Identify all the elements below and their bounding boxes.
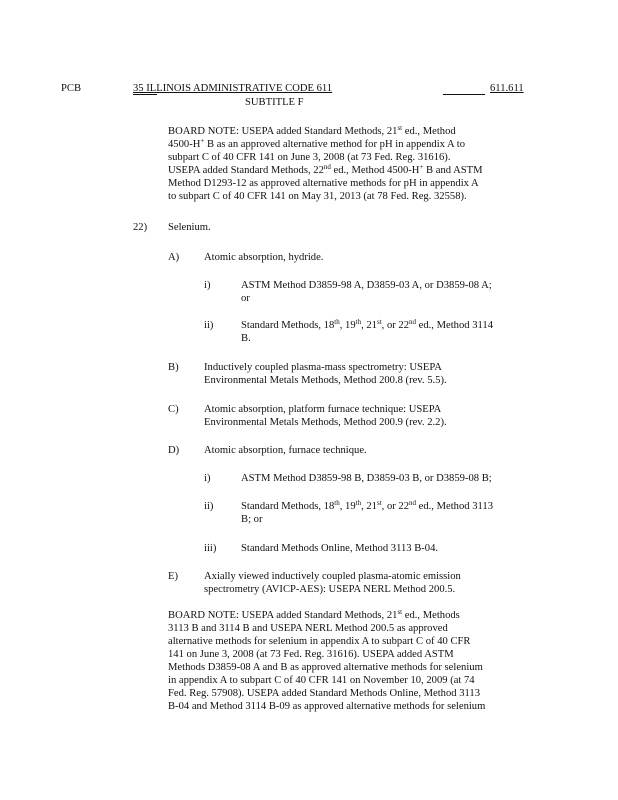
note1-line: BOARD NOTE: USEPA added Standard Methods, 21st ed., Method — [168, 124, 456, 137]
item-d-ii-label: ii) — [204, 501, 214, 512]
item-d-iii-label: iii) — [204, 543, 217, 554]
item-e-text: Axially viewed inductively coupled plasma-atomic emission spectrometry (AVICP-AES): USEPA NERL Method 200.5. — [204, 571, 461, 595]
note2-line: in appendix A to subpart C of 40 CFR 141 on November 10, 2009 (at 74 — [168, 675, 475, 686]
item-d-i-text: ASTM Method D3859-98 B, D3859-03 B, or D3859-08 B; — [241, 473, 492, 484]
item-d-i-label: i) — [204, 473, 211, 484]
header-rule-left — [133, 94, 157, 95]
note2-line: B-04 and Method 3114 B-09 as approved alternative methods for selenium — [168, 701, 486, 712]
item-b-label: B) — [168, 362, 179, 373]
header-section-number: 611.611 — [490, 83, 524, 94]
item-d-label: D) — [168, 445, 180, 456]
header-subtitle: SUBTITLE F — [245, 97, 304, 108]
item-c-label: C) — [168, 404, 179, 415]
item-a-i-label: i) — [204, 280, 211, 291]
item-a-label: A) — [168, 252, 180, 263]
note1-line: subpart C of 40 CFR 141 on June 3, 2008 (at 73 Fed. Reg. 31616). — [168, 152, 451, 163]
item-d-ii-text: Standard Methods, 18th, 19th, 21st, or 22nd ed., Method 3113 B; or — [241, 499, 494, 525]
header-title — [133, 82, 332, 95]
item-a-i-text: ASTM Method D3859-98 A, D3859-03 A, or D3859-08 A; or — [241, 280, 492, 304]
item-b-text: Inductively coupled plasma-mass spectrometry: USEPA Environmental Metals Methods, Method 200.8 (rev. 5.5). — [204, 362, 447, 386]
note2-line: BOARD NOTE: USEPA added Standard Methods, 21st ed., Methods — [168, 608, 460, 621]
note2-line: 141 on June 3, 2008 (at 73 Fed. Reg. 31616). USEPA added ASTM — [168, 649, 454, 660]
item-a-ii-label: ii) — [204, 320, 214, 331]
note1-line: 4500-H+ B as an approved alternative method for pH in appendix A to — [168, 137, 465, 150]
item-d-text: Atomic absorption, furnace technique. — [204, 445, 367, 456]
note2-line: Fed. Reg. 57908). USEPA added Standard Methods Online, Method 3113 — [168, 688, 481, 699]
item-22-label: 22) — [133, 222, 148, 233]
item-a-ii-text: Standard Methods, 18th, 19th, 21st, or 22nd ed., Method 3114 B. — [241, 318, 494, 344]
note1-line: Method D1293-12 as approved alternative methods for pH in appendix A — [168, 178, 479, 189]
board-note-ph — [168, 125, 483, 203]
item-d-iii-text: Standard Methods Online, Method 3113 B-04. — [241, 543, 439, 554]
note1-line: USEPA added Standard Methods, 22nd ed., Method 4500-H+ B and ASTM — [168, 163, 483, 176]
item-a-text: Atomic absorption, hydride. — [204, 252, 324, 263]
item-e-label: E) — [168, 571, 178, 582]
board-note-selenium — [168, 609, 485, 713]
note2-line: 3113 B and 3114 B and USEPA NERL Method 200.5 as approved — [168, 623, 448, 634]
note2-line: Methods D3859-08 A and B as approved alternative methods for selenium — [168, 662, 483, 673]
header-title-text: 35 ILLINOIS ADMINISTRATIVE CODE 611 — [133, 83, 333, 94]
note2-line: alternative methods for selenium in appendix A to subpart C of 40 CFR — [168, 636, 471, 647]
item-22-text: Selenium. — [168, 222, 211, 233]
note1-line: to subpart C of 40 CFR 141 on May 31, 2013 (at 78 Fed. Reg. 32558). — [168, 191, 467, 202]
header-agency: PCB — [61, 83, 82, 94]
item-c-text: Atomic absorption, platform furnace technique: USEPA Environmental Metals Methods, Method 200.9 (rev. 2.2). — [204, 404, 447, 428]
header-rule-right — [443, 94, 485, 95]
